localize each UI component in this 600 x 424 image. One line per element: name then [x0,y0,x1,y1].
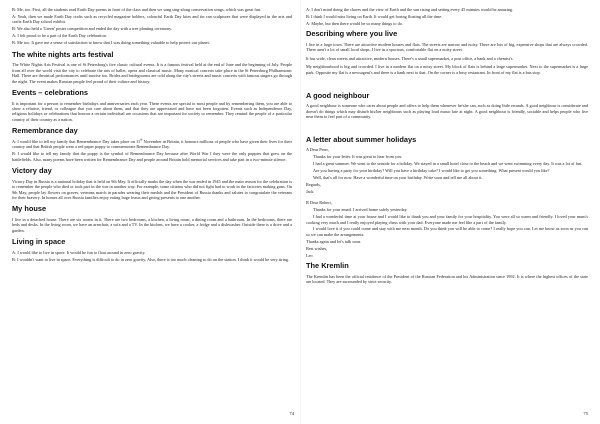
my-house-text: I live in a detached house. There are six rooms in it. There are two bedrooms, a kitchen, a living room, a dining room and a bathroom. In the bedrooms, there are beds and desks. In the living room, we have an armchair, a sofa and a TV. In the kitchen, we have a cooker, a fridge and a dishwasher. Outside there is a drive and a garden. [12,216,292,233]
letter-signature: Jack [306,189,314,195]
section-heading-describing: Describing where you live [306,29,398,39]
letter-signoff: Regards, [306,182,321,188]
section-heading-letter: A letter about summer holidays [306,134,417,144]
intro-paragraph: B: We also held a 'Green' poster competition and ended the day with a tree planting ceremony. [12,26,173,32]
letter-greeting: A Dear Peter, [306,147,329,153]
section-spacer [306,77,588,87]
intro-paragraph: A: Yeah, then we made Earth Day crafts such as recycled magazine holders, colourful Earth Day kites and tin can sculptures that were displayed in the arts and crafts Earth Day school exhibit. [12,13,292,25]
intro-line: B: I think I would miss living on Earth. It would get boring floating all the time. [306,13,443,19]
intro-paragraph: B: Me, too. First, all the students read Earth Day poems in front of the class and then we sang sing-along conservation songs, which was great fun. [12,7,262,12]
right-page [300,0,600,424]
intro-line: A: I don't mind doing the chores and the view of Earth and the sun rising and setting every 45 minutes would be amazing. [306,7,514,12]
letter-line: Thanks for your letter. It was great to hear from you. [313,154,403,160]
white-nights-text: The White Nights Arts Festival is one of St Petersburg's five classic cultural events. It is a famous festival held at the end of June and the beginning of July. People from all over the world visit the city to celebrate the arts of ballet, opera and classical music. Many musical concerts take place in the St Petersburg Philharmonic Hall. There are theatrical performances until sunrise too. Brides and bridegrooms are cold along the city's streets and music concerts with famous singers go through the night. The event makes Russian people feel proud of their culture and history. [12,62,292,84]
letter-line: Thanks for your email. I arrived home safely yesterday. [313,207,408,213]
intro-paragraph: B: Me too. It gave me a sense of satisfaction to know that I was doing something valuable to help protect our planet. [12,40,210,46]
describing-paragraph: It has wide, clean streets and attractive, modern houses. There's a small supermarket, a post office, a bank and a chemist's. [306,55,514,61]
intro-line: A: Maybe, but then there would be so many things to do. [306,20,403,26]
neighbour-text: A good neighbour is someone who cares about people and offers to help them whenever he/she can, such as doing little errands. A good neighbour is considerate and doesn't do things which may disturb his/her neighbours such as playing loud music late at night. A good neighbour is friendly, sociable and helps people who live near them to feel part of a community. [306,103,588,120]
victory-text: Victory Day in Russia is a national holiday that is held on 9th May. It officially marks the day when the war ended in 1945 and the main reason for the celebration is to remember the people who died or took part in the war in another way. For example, some citizens who did not fight had to work in the factories making guns. On 9th May, people lay flowers on graves, veterans march in parades wearing their medals and the President of Russia thanks and salutes to congratulate the veterans for their bravery. In homes all over Russia families enjoy eating huge feasts and giving presents to one another. [12,178,292,201]
describing-paragraph: I live in a large town. There are attractive modern houses and flats. The streets are narrow and noisy. There are lots of big, expensive shops that are always crowded. There aren't a lot of small local shops. I live in a spacious, comfortable flat on a noisy street. [306,41,588,53]
section-heading-kremlin: The Kremlin [306,261,349,271]
section-heading-remembrance: Remembrance day [12,126,78,136]
remembrance-paragraph-a [12,139,292,150]
remembrance-a-text-rest: November in Britain, it honours millions of people who have given their lives for their country and that British people wear a red paper poppy to commemorate Remembrance Day. [12,138,292,150]
page-number-right: 75 [583,411,588,416]
section-heading-living-in-space: Living in space [12,237,66,247]
remembrance-paragraph-b: B: I would like to tell my family that the poppy is the symbol of Remembrance Day because after World War I they were the only poppies that grew on the battlefields. Also, many poems have been written for Remembrance Day and people around Britain hold memorial services and take part in a two-minute silence. [12,151,292,162]
letter-line: Are you having a party for your birthday? Will you have a birthday cake? I would like to get you something. What present would you like? [313,168,550,174]
letter-line: I would love it if you could come and stay with me next month. Do you think you will be able to come? I really hope you can. Let me know as soon as you can so we can make the arrangements. [306,226,588,237]
section-heading-my-house: My house [12,204,47,214]
section-heading-white-nights: The white nights arts festival [12,49,114,59]
describing-paragraph: My neighbourhood is big and crowded. I live in a modern flat on a noisy street. My block of flats is behind a large supermarket. Next to the supermarket is a large park. Opposite my flat is a newsagent's and there is a bank next to that. On the corner is a busy restaurant. In front of my flat is a bus stop. [306,64,588,75]
living-space-line: A: I would like to live in space. It would be fun to float around in zero gravity. [12,249,146,255]
letter-signoff: Thanks again and let's talk soon. [306,238,362,244]
events-text: It is important for a person to remember birthdays and anniversaries each year. These events are special to most people and by remembering them, you are able to show a relative, friend, or colleague that you care about them, and that they are appreciated and have not been forgotten. Events such as Independence Day, religious holidays or celebrations that honour a certain individual are occasions that are important for society to remember. They remind the people of a particular country of their country as a nation. [12,100,292,122]
section-spacer [306,121,588,131]
section-heading-victory: Victory day [12,166,52,176]
letter-line: I had a great summer. We went to the seaside for a holiday. We stayed in a small hotel close to the beach and we went swimming every day. It was a lot of fun. [313,161,583,167]
page-number-left: 74 [289,411,294,416]
section-heading-events: Events – celebrations [12,88,88,98]
letter-line: Well, that's all for now. Have a wonderful time on your birthday. Write soon and tell me all about it. [313,175,483,181]
intro-paragraph: A: I felt proud to be a part of the Earth Day celebration. [12,33,107,39]
letter-line: I had a wonderful time at your house and I would like to thank you and your family for your hospitality. You were all so warm and friendly. I loved your mum's cooking very much and I really enjoyed playing chess with your dad. Everyone made me feel like a part of the family. [306,214,588,225]
ordinal-suffix: th [140,137,143,142]
letter-closing: Best wishes, [306,245,328,251]
kremlin-text: The Kremlin has been the official residence of the President of the Russian Federation and his Administration since 1992. It is where the highest offices of the state are located. They are surrounded by strict security. [306,273,588,285]
section-heading-neighbour: A good neighbour [306,90,370,100]
letter-signature: Leo [306,252,313,258]
letter-greeting: B Dear Robert, [306,200,332,206]
remembrance-a-text: A: I would like to tell my family that Remembrance Day takes place on 11 [12,138,141,144]
living-space-line: B: I wouldn't want to live in space. Everything is difficult to do in zero gravity. Also, there is too much cleaning to do on the station. I think it would be very tiring. [12,256,290,262]
